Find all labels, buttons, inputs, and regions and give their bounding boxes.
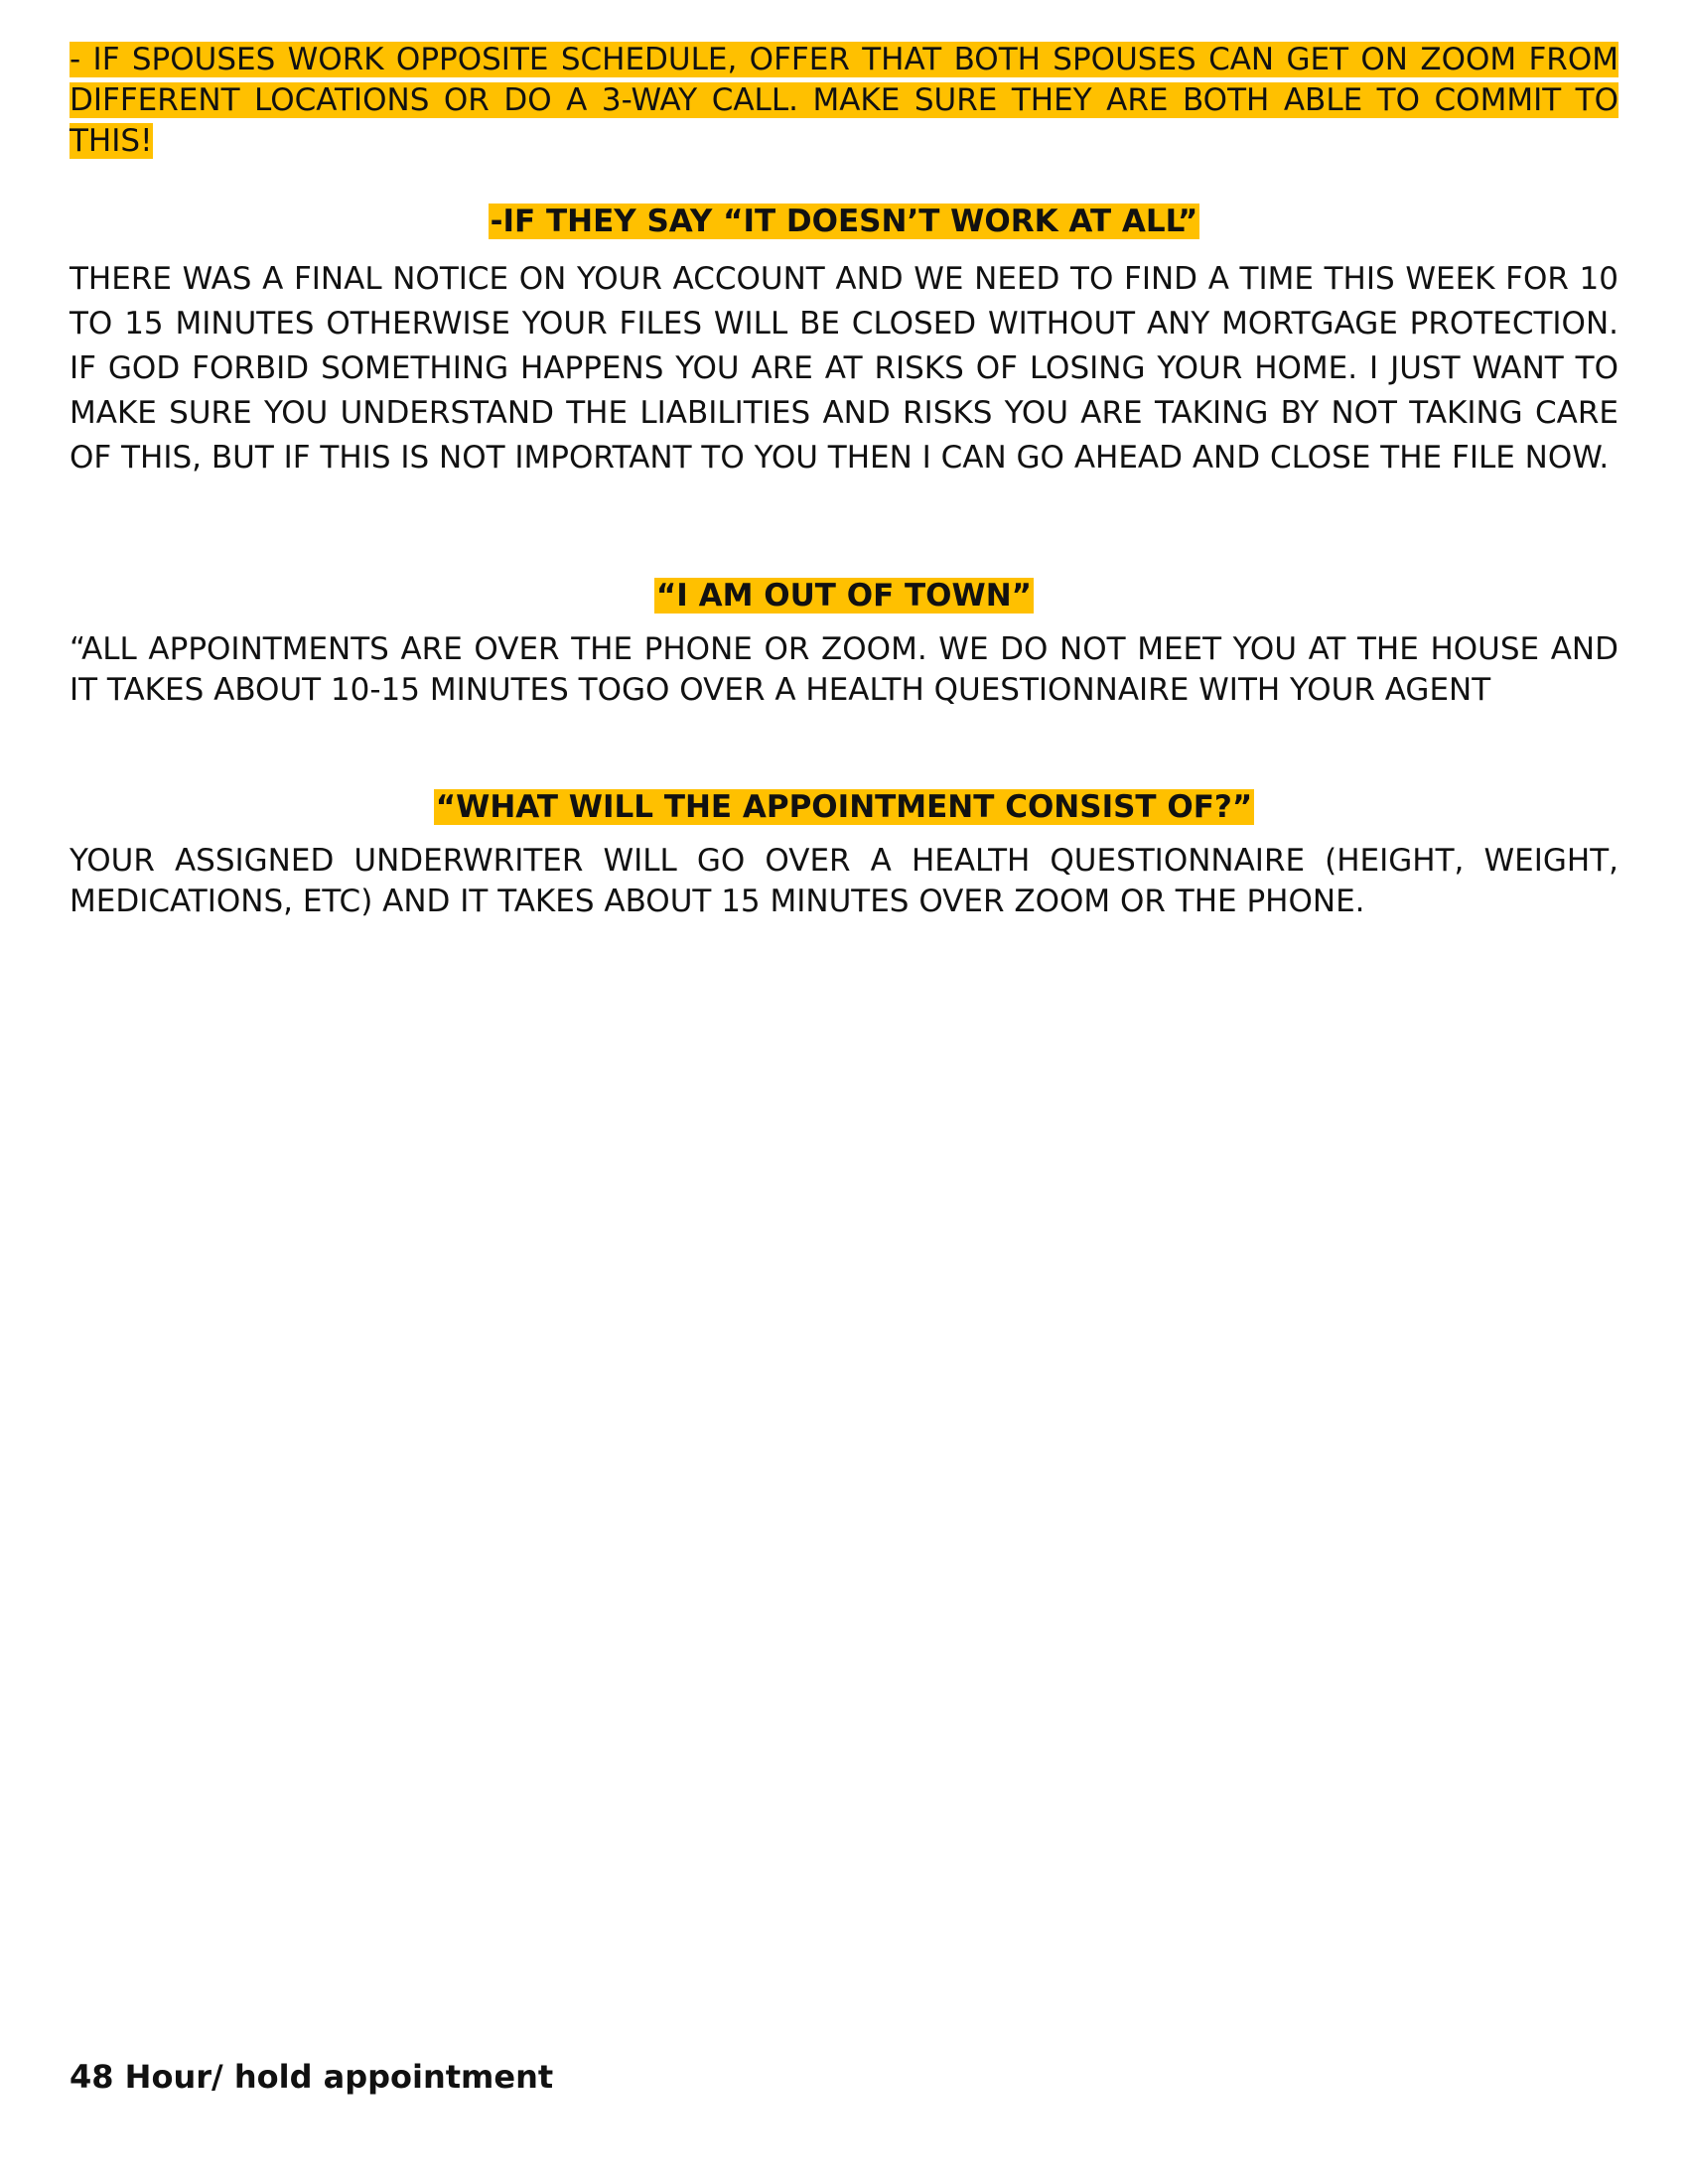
section-heading-text: “WHAT WILL THE APPOINTMENT CONSIST OF?” (435, 789, 1253, 825)
section-heading-doesnt-work (70, 200, 1618, 243)
section-heading-text: “I AM OUT OF TOWN” (655, 578, 1033, 614)
section-heading-text: -IF THEY SAY “IT DOESN’T WORK AT ALL” (490, 204, 1198, 239)
section-body-out-of-town: “ALL APPOINTMENTS ARE OVER THE PHONE OR ZOOM. WE DO NOT MEET YOU AT THE HOUSE AND IT TAKES ABOUT 10-15 MINUTES TOGO OVER A HEALTH QUESTIONNAIRE WITH YOUR AGENT (70, 631, 1618, 708)
section-body-doesnt-work: THERE WAS A FINAL NOTICE ON YOUR ACCOUNT AND WE NEED TO FIND A TIME THIS WEEK FOR 10 TO 15 MINUTES OTHERWISE YOUR FILES WILL BE CLOSED WITHOUT ANY MORTGAGE PROTECTION. IF GOD FORBID SOMETHING HAPPENS YOU ARE AT RISKS OF LOSING YOUR HOME. I JUST WANT TO MAKE SURE YOU UNDERSTAND THE LIABILITIES AND RISKS YOU ARE TAKING BY NOT TAKING CARE OF THIS, BUT IF THIS IS NOT IMPORTANT TO YOU THEN I CAN GO AHEAD AND CLOSE THE FILE NOW. (70, 261, 1618, 476)
section-body-appointment: YOUR ASSIGNED UNDERWRITER WILL GO OVER A HEALTH QUESTIONNAIRE (HEIGHT, WEIGHT, MEDICATIONS, ETC) AND IT TAKES ABOUT 15 MINUTES OVER ZOOM OR THE PHONE. (70, 843, 1618, 919)
document-page (70, 40, 1618, 922)
intro-note (70, 40, 1618, 162)
intro-note-text: - IF SPOUSES WORK OPPOSITE SCHEDULE, OFFER THAT BOTH SPOUSES CAN GET ON ZOOM FROM DIFFERENT LOCATIONS OR DO A 3-WAY CALL. MAKE SURE THEY ARE BOTH ABLE TO COMMIT TO THIS! (70, 42, 1618, 159)
section-heading-out-of-town (70, 574, 1618, 617)
page-footer: 48 Hour/ hold appointment (70, 2058, 554, 2096)
section-heading-appointment (70, 785, 1618, 829)
